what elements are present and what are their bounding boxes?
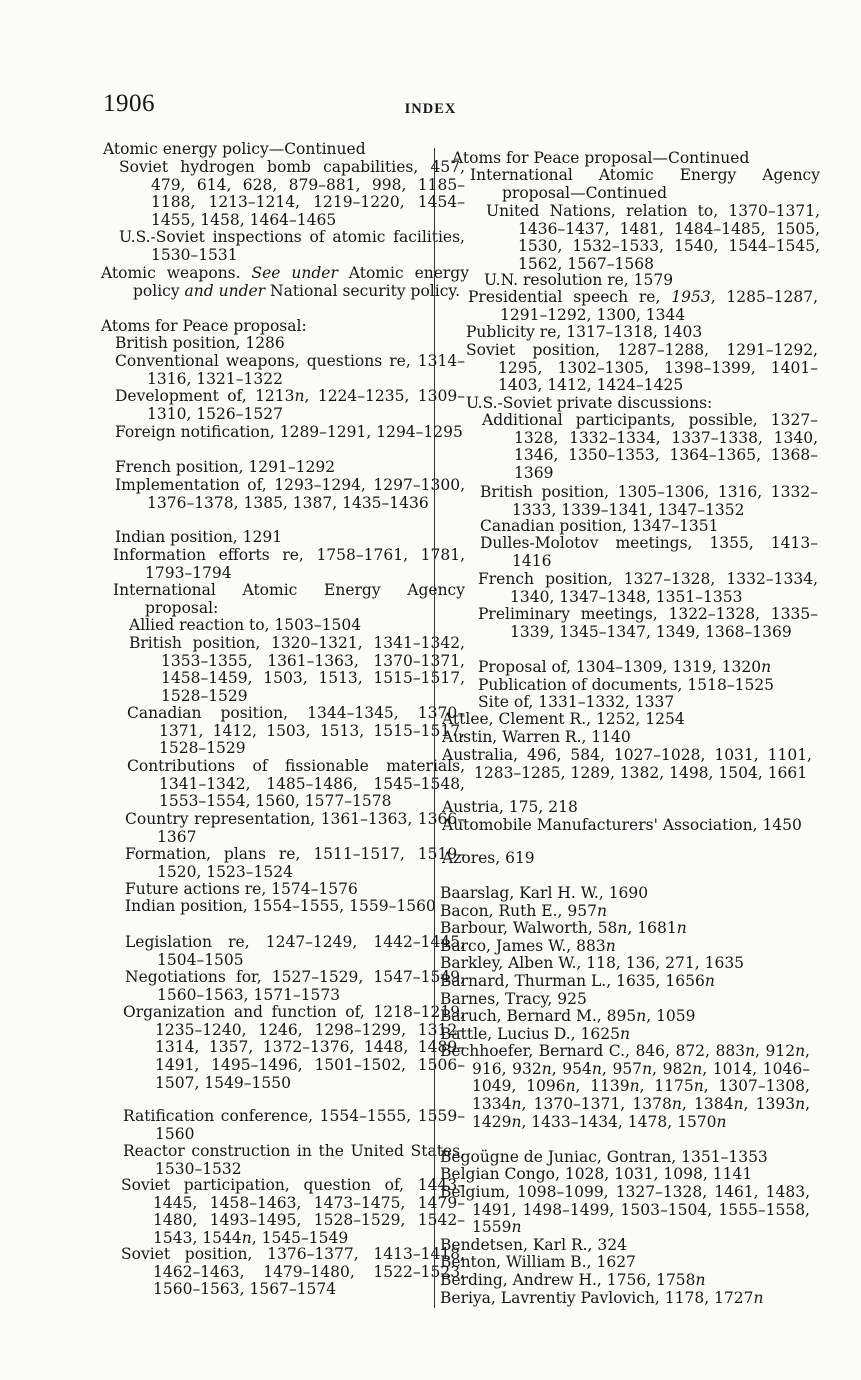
index-entry: Azores, 619 [442, 849, 535, 867]
index-entry: U.N. resolution re, 1579 [484, 271, 674, 289]
index-entry: U.S.-Soviet private discussions: [466, 394, 713, 412]
index-entry: Additional participants, possible, 1327–1328, 1332–1334, 1337–1338, 1340, 1346, 1350–1353, 1364–1365, 1368–1369 [482, 411, 818, 483]
index-entry: Bendetsen, Karl R., 324 [440, 1236, 627, 1254]
index-entry: Benton, William B., 1627 [440, 1253, 636, 1271]
index-entry: International Atomic Energy Agency proposal—Continued [470, 166, 820, 202]
index-entry: Belgium, 1098–1099, 1327–1328, 1461, 1483, 1491, 1498–1499, 1503–1504, 1555–1558, 1559n [440, 1183, 810, 1237]
index-entry: Publicity re, 1317–1318, 1403 [466, 323, 703, 341]
index-entry: Information efforts re, 1758–1761, 1781, 1793–1794 [113, 546, 465, 582]
index-entry: Dulles-Molotov meetings, 1355, 1413–1416 [480, 534, 818, 570]
index-entry: Barbour, Walworth, 58n, 1681n [440, 919, 687, 937]
index-entry: Soviet position, 1287–1288, 1291–1292, 1295, 1302–1305, 1398–1399, 1401–1403, 1412, 1424–1425 [466, 341, 818, 395]
index-entry: Bechhoefer, Bernard C., 846, 872, 883n, 912n, 916, 932n, 954n, 957n, 982n, 1014, 1046–1049, 1096n, 1139n, 1175n, 1307–1308, 1334n, 1370–1371, 1378n, 1384n, 1393n, 1429n, 1433–1434, 1478, 1570n [440, 1042, 810, 1131]
index-entry: Publication of documents, 1518–1525 [478, 676, 775, 694]
index-entry: Allied reaction to, 1503–1504 [129, 616, 362, 634]
index-entry: Berding, Andrew H., 1756, 1758n [440, 1271, 706, 1289]
index-entry: Preliminary meetings, 1322–1328, 1335–1339, 1345–1347, 1349, 1368–1369 [478, 605, 818, 641]
index-entry: United Nations, relation to, 1370–1371, 1436–1437, 1481, 1484–1485, 1505, 1530, 1532–1533, 1540, 1544–1545, 1562, 1567–1568 [486, 202, 820, 274]
index-entry: Future actions re, 1574–1576 [125, 880, 358, 898]
index-entry: Begoügne de Juniac, Gontran, 1351–1353 [440, 1148, 768, 1166]
index-entry: Country representation, 1361–1363, 1366–1367 [125, 810, 465, 846]
index-entry: Negotiations for, 1527–1529, 1547–1549, 1560–1563, 1571–1573 [125, 968, 465, 1004]
index-entry: Proposal of, 1304–1309, 1319, 1320n [478, 658, 772, 676]
index-entry: Baarslag, Karl H. W., 1690 [440, 884, 649, 902]
index-entry: Development of, 1213n, 1224–1235, 1309–1310, 1526–1527 [115, 387, 465, 423]
index-entry: Indian position, 1291 [115, 528, 283, 546]
page-number: 1906 [103, 90, 155, 117]
index-entry: Canadian position, 1344–1345, 1370–1371, 1412, 1503, 1513, 1515–1517, 1528–1529 [127, 704, 465, 758]
index-entry: U.S.-Soviet inspections of atomic facilities, 1530–1531 [119, 228, 465, 264]
index-entry: Contributions of fissionable materials, 1341–1342, 1485–1486, 1545–1548, 1553–1554, 1560, 1577–1578 [127, 757, 465, 811]
index-entry: Baruch, Bernard M., 895n, 1059 [440, 1007, 696, 1025]
index-entry: International Atomic Energy Agency proposal: [113, 581, 465, 617]
column-divider [434, 148, 435, 1308]
index-entry: Automobile Manufacturers' Association, 1450 [442, 816, 802, 834]
index-entry: Attlee, Clement R., 1252, 1254 [442, 710, 685, 728]
index-entry: Implementation of, 1293–1294, 1297–1300, 1376–1378, 1385, 1387, 1435–1436 [115, 476, 465, 512]
index-entry: Canadian position, 1347–1351 [480, 517, 719, 535]
index-entry: Australia, 496, 584, 1027–1028, 1031, 1101, 1283–1285, 1289, 1382, 1498, 1504, 1661 [442, 746, 812, 782]
index-entry: French position, 1291–1292 [115, 458, 336, 476]
index-entry: Bacon, Ruth E., 957n [440, 902, 607, 920]
index-entry: Austin, Warren R., 1140 [442, 728, 631, 746]
index-entry: Organization and function of, 1218–1219, 1235–1240, 1246, 1298–1299, 1312–1314, 1357, 1372–1376, 1448, 1489–1491, 1495–1496, 1501–1502, 1506–1507, 1549–1550 [123, 1003, 465, 1092]
index-entry: British position, 1305–1306, 1316, 1332–1333, 1339–1341, 1347–1352 [480, 483, 818, 519]
index-entry: Barnes, Tracy, 925 [440, 990, 587, 1008]
index-entry: Belgian Congo, 1028, 1031, 1098, 1141 [440, 1165, 753, 1183]
index-entry: Ratification conference, 1554–1555, 1559–1560 [123, 1107, 465, 1143]
index-entry: Legislation re, 1247–1249, 1442–1445, 1504–1505 [125, 933, 465, 969]
index-entry: Battle, Lucius D., 1625n [440, 1025, 630, 1043]
index-entry: Foreign notification, 1289–1291, 1294–1295 [115, 423, 463, 441]
index-column-right [440, 0, 820, 1380]
index-entry: Conventional weapons, questions re, 1314–1316, 1321–1322 [115, 352, 465, 388]
index-entry: Barco, James W., 883n [440, 937, 616, 955]
index-entry: Indian position, 1554–1555, 1559–1560 [125, 897, 436, 915]
index-entry: Soviet position, 1376–1377, 1413–1418, 1462–1463, 1479–1480, 1522–1523, 1560–1563, 1567–1574 [121, 1245, 465, 1299]
running-head: INDEX [404, 101, 457, 117]
index-entry: British position, 1320–1321, 1341–1342, 1353–1355, 1361–1363, 1370–1371, 1458–1459, 1503, 1513, 1515–1517, 1528–1529 [129, 634, 465, 706]
index-entry: Atomic weapons. See under Atomic energy policy and under National security policy. [101, 264, 469, 300]
index-entry: Site of, 1331–1332, 1337 [478, 693, 675, 711]
index-entry: Presidential speech re, 1953, 1285–1287, 1291–1292, 1300, 1344 [468, 288, 818, 324]
index-entry: Formation, plans re, 1511–1517, 1519–1520, 1523–1524 [125, 845, 465, 881]
index-entry: Soviet hydrogen bomb capabilities, 457, 479, 614, 628, 879–881, 998, 1185–1188, 1213–1214, 1219–1220, 1454–1455, 1458, 1464–1465 [119, 158, 465, 230]
index-entry: Reactor construction in the United States, 1530–1532 [123, 1142, 465, 1178]
index-entry: French position, 1327–1328, 1332–1334, 1340, 1347–1348, 1351–1353 [478, 570, 818, 606]
index-entry: Beriya, Lavrentiy Pavlovich, 1178, 1727n [440, 1289, 764, 1307]
index-entry: Barnard, Thurman L., 1635, 1656n [440, 972, 715, 990]
index-entry: Atoms for Peace proposal: [101, 317, 307, 335]
index-entry: British position, 1286 [115, 334, 285, 352]
index-entry: Atomic energy policy—Continued [103, 140, 366, 158]
index-entry: Soviet participation, question of, 1443–1445, 1458–1463, 1473–1475, 1479–1480, 1493–1495, 1528–1529, 1542–1543, 1544n, 1545–1549 [121, 1176, 465, 1248]
index-column-left [95, 0, 469, 1380]
index-entry: Atoms for Peace proposal—Continued [452, 149, 750, 167]
index-entry: Barkley, Alben W., 118, 136, 271, 1635 [440, 954, 745, 972]
index-entry: Austria, 175, 218 [442, 798, 578, 816]
